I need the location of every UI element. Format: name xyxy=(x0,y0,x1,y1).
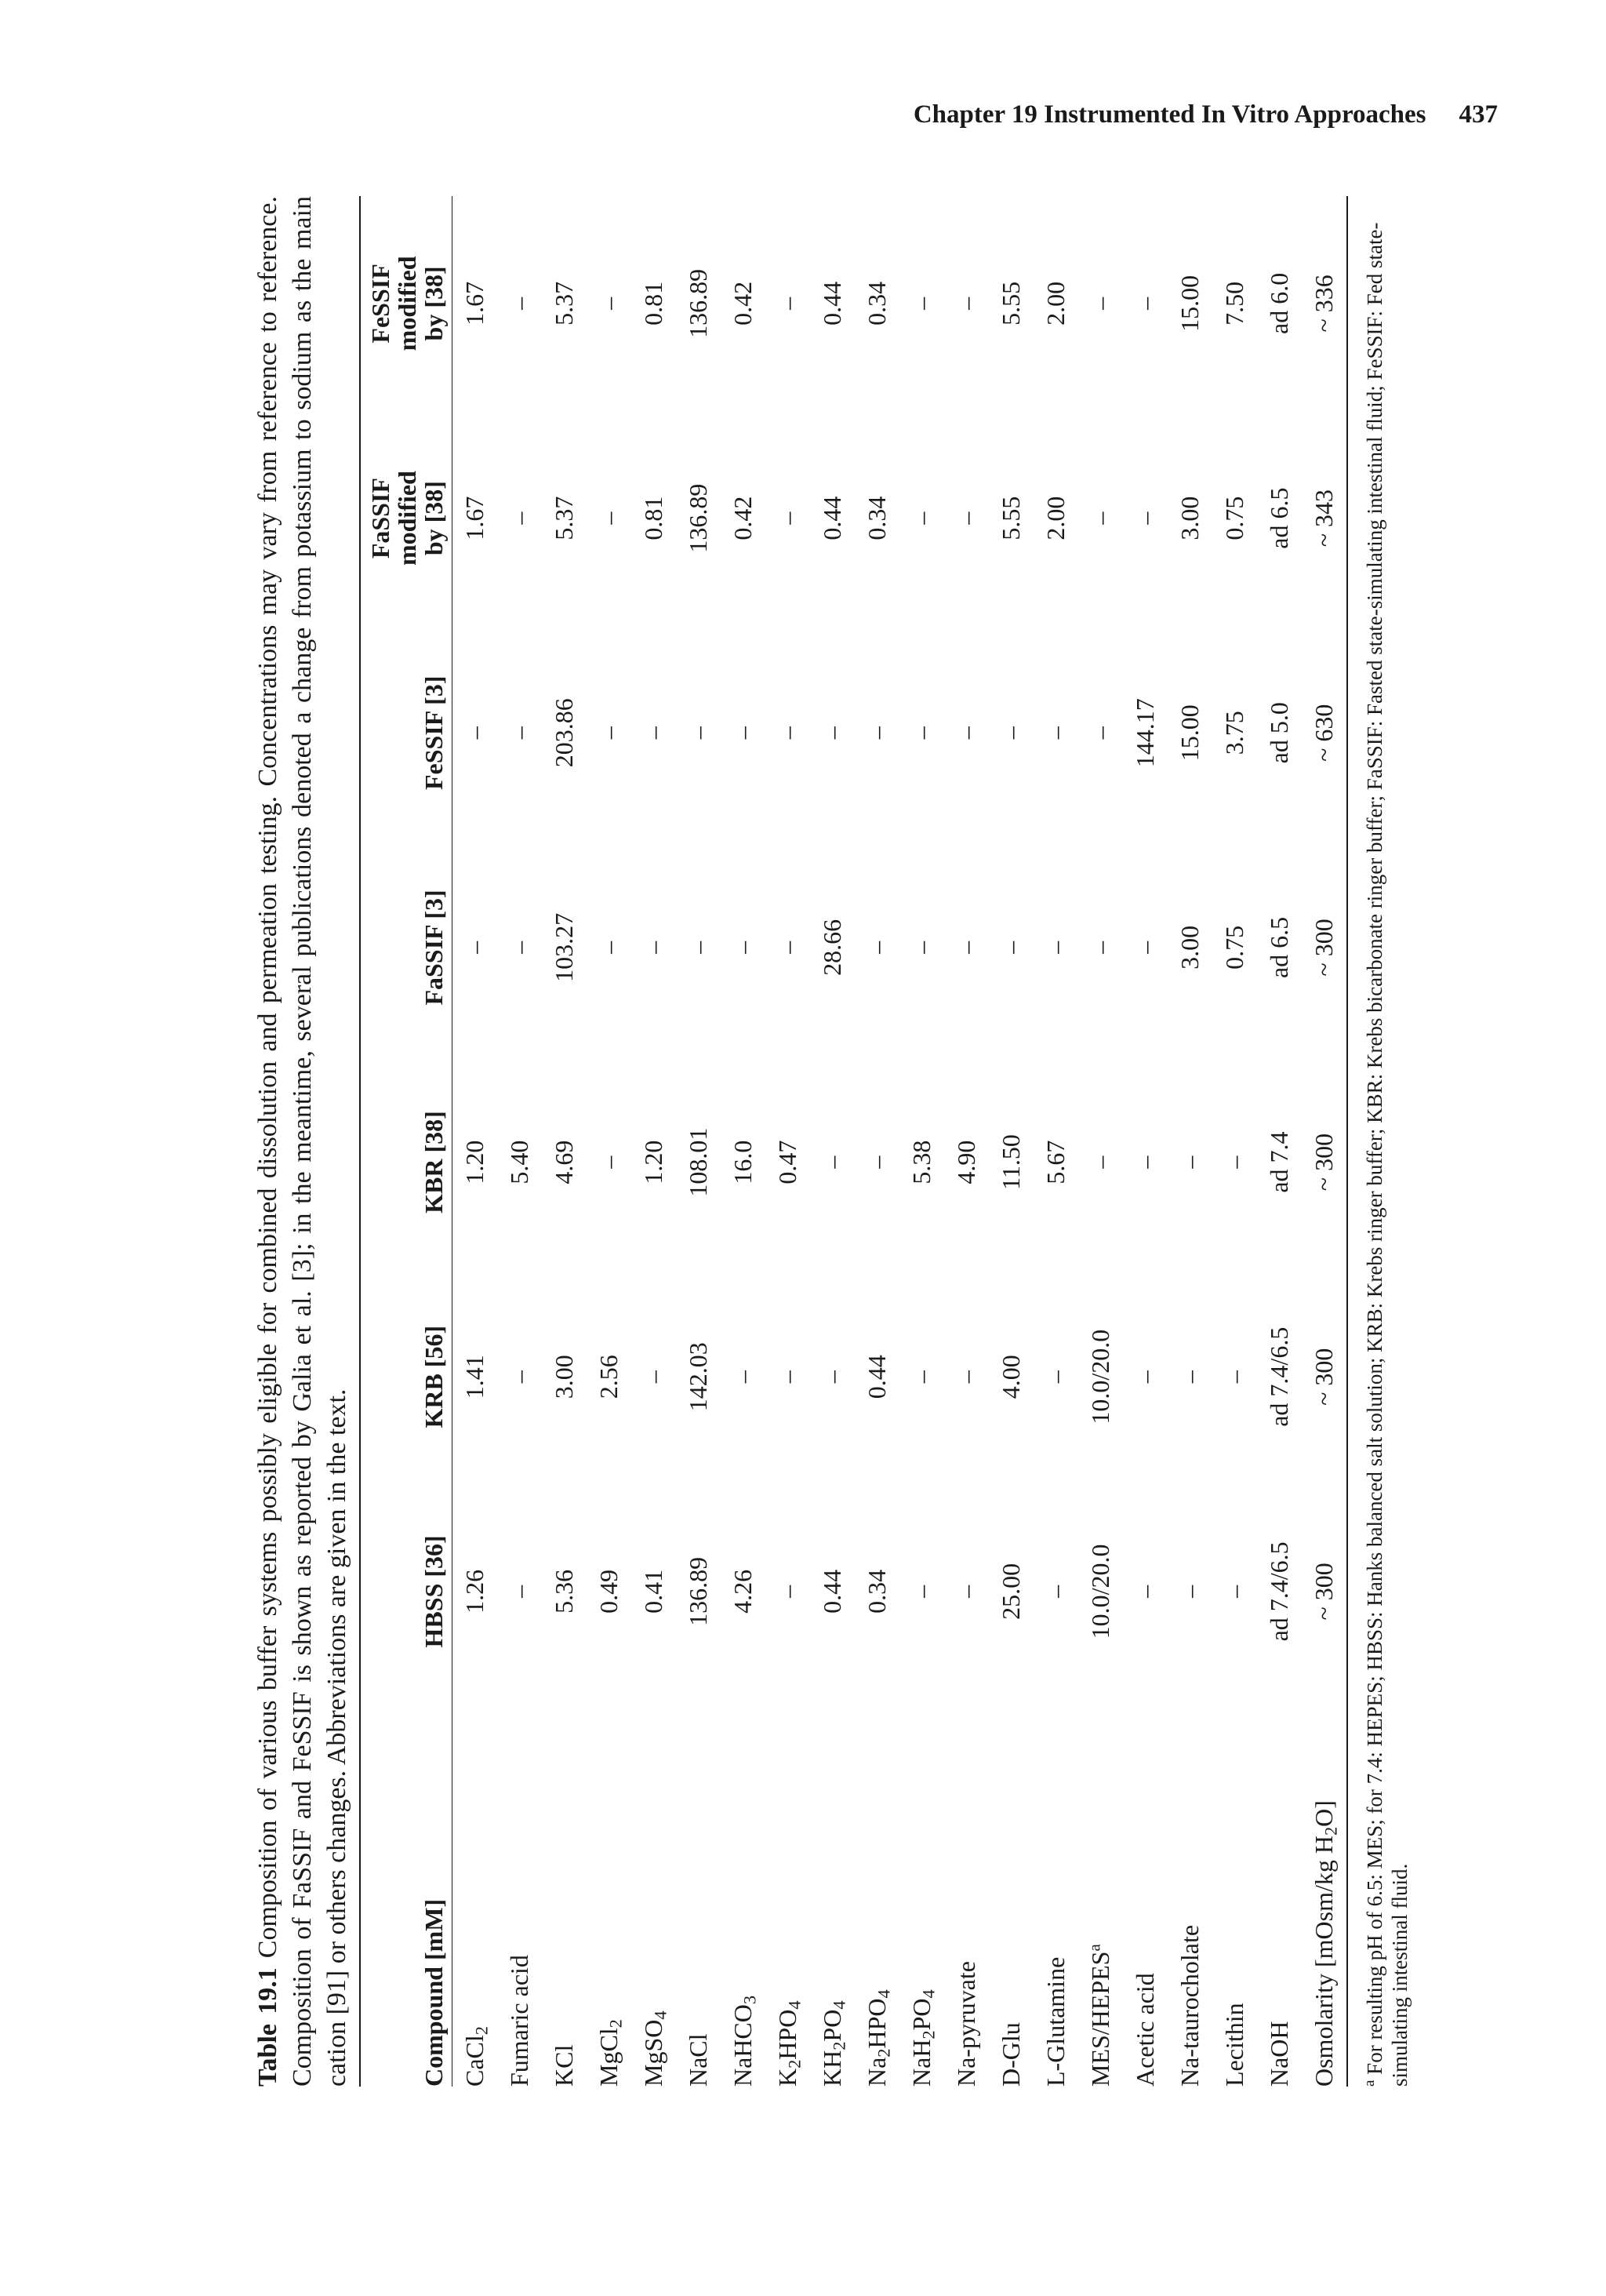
table-cell: – xyxy=(684,726,712,740)
compound-naoh: NaOH xyxy=(1265,2021,1293,2087)
running-head xyxy=(914,100,1498,129)
table-cell: – xyxy=(1086,297,1114,310)
table-cell: – xyxy=(594,1155,623,1169)
compound-mgcl2: MgCl$_2$ xyxy=(594,2019,626,2087)
table-cell: 0.75 xyxy=(1220,496,1248,540)
table-cell: – xyxy=(907,726,936,740)
table-cell: – xyxy=(907,1585,936,1598)
table-cell: – xyxy=(639,1370,667,1384)
table-cell: 4.26 xyxy=(729,1569,757,1614)
table-cell: – xyxy=(773,726,801,740)
table-row xyxy=(1034,196,1078,2087)
chapter-label: Chapter 19 Instrumented In Vitro Approaches xyxy=(913,100,1426,129)
table-row xyxy=(676,196,721,2087)
table-cell: ad 5.0 xyxy=(1265,702,1293,764)
table-cell: – xyxy=(1131,1155,1159,1169)
table-cell: – xyxy=(818,1370,846,1384)
table-cell: – xyxy=(594,511,623,525)
table-cell: – xyxy=(907,297,936,310)
table-cell: – xyxy=(907,1370,936,1384)
table-row xyxy=(721,196,765,2087)
table-cell: 28.66 xyxy=(818,919,846,976)
table-cell: 136.89 xyxy=(684,1556,712,1626)
table-cell: 203.86 xyxy=(550,698,578,768)
table-cell: – xyxy=(594,297,623,310)
table-cell: 15.00 xyxy=(1175,275,1204,332)
table-row xyxy=(587,196,631,2087)
table-cell: 0.44 xyxy=(818,1569,846,1614)
table-row xyxy=(855,196,899,2087)
table-cell: 5.40 xyxy=(505,1140,533,1184)
table-row xyxy=(1257,196,1302,2087)
table-cell: – xyxy=(1086,941,1114,954)
table-cell: – xyxy=(952,1370,980,1384)
table-cell: 0.44 xyxy=(863,1355,891,1399)
table-cell: – xyxy=(997,726,1025,740)
table-cell: 1.41 xyxy=(460,1355,489,1399)
table-cell: – xyxy=(505,297,533,310)
table-cell: – xyxy=(863,1155,891,1169)
table-cell: 0.34 xyxy=(863,1569,891,1614)
header-hbss: HBSS [36] xyxy=(360,1484,452,1699)
table-cell: 136.89 xyxy=(684,268,712,338)
compound-nacl: NaCl xyxy=(684,2033,712,2087)
table-cell: – xyxy=(505,511,533,525)
compound-nahco3: NaHCO$_3$ xyxy=(729,1995,760,2087)
table-cell: – xyxy=(773,297,801,310)
table-cell: 10.0/20.0 xyxy=(1086,1329,1114,1425)
table-cell: 11.50 xyxy=(997,1134,1025,1190)
table-cell: – xyxy=(773,941,801,954)
table-cell: – xyxy=(952,297,980,310)
table-cell: – xyxy=(952,941,980,954)
compound-d-glu: D-Glu xyxy=(997,2022,1025,2087)
table-row xyxy=(1078,196,1123,2087)
header-fassif: FaSSIF [3] xyxy=(360,840,452,1055)
table-cell: – xyxy=(773,511,801,525)
table-cell: 0.44 xyxy=(818,496,846,540)
table-cell: – xyxy=(1175,1585,1204,1598)
table-cell: ad 6.0 xyxy=(1265,272,1293,334)
compound-lecithin: Lecithin xyxy=(1220,2003,1248,2087)
table-cell: – xyxy=(729,1370,757,1384)
table-cell: 4.90 xyxy=(952,1140,980,1184)
caption-text: Composition of various buffer systems possibly eligible for combined dissolution and permeation testing. Concentrations may vary from reference to reference. Composition of FaSSIF and FeSSIF is shown as reported by Galia et al. [3]; in the meantime, several publications denoted a change from potassium to sodium as the main cation [91] or others changes. Abbreviations are given in the text. xyxy=(253,196,351,2087)
table-cell: – xyxy=(460,726,489,740)
table-cell: – xyxy=(1041,1585,1070,1598)
table-cell: – xyxy=(505,726,533,740)
table-cell: ~ 300 xyxy=(1302,840,1347,1055)
table-cell: – xyxy=(952,726,980,740)
compound-kh2po4: $KH_2PO_4$ xyxy=(818,2000,849,2087)
table-cell: – xyxy=(1131,297,1159,310)
header-kbr: KBR [38] xyxy=(360,1055,452,1270)
table-row xyxy=(810,196,855,2087)
table-row xyxy=(631,196,676,2087)
compound-na2hpo4: $Na_2HPO_4$ xyxy=(863,1989,894,2087)
table-row xyxy=(1302,196,1347,2087)
table-cell: 2.00 xyxy=(1041,496,1070,540)
table-cell: 2.00 xyxy=(1041,281,1070,326)
table-row xyxy=(497,196,542,2087)
table-cell: 0.75 xyxy=(1220,925,1248,970)
table-cell: ~ 300 xyxy=(1302,1055,1347,1270)
compound-mes-hepesa: MES/HEPES$^a$ xyxy=(1085,1944,1114,2087)
table-cell: – xyxy=(907,511,936,525)
table-header-row xyxy=(360,196,452,2087)
table-cell: – xyxy=(729,726,757,740)
header-fessif: FeSSIF [3] xyxy=(360,625,452,840)
table-cell: ~ 343 xyxy=(1302,411,1347,626)
table-cell: 5.36 xyxy=(550,1569,578,1614)
table-cell: 0.81 xyxy=(639,496,667,540)
table-cell: – xyxy=(1220,1370,1248,1384)
table-row xyxy=(452,196,498,2087)
table-cell: 1.20 xyxy=(639,1140,667,1184)
table-cell: – xyxy=(1220,1155,1248,1169)
table-cell: 2.56 xyxy=(594,1355,623,1399)
table-cell: – xyxy=(505,1585,533,1598)
table-row xyxy=(989,196,1034,2087)
table-cell: 1.67 xyxy=(460,281,489,326)
table-row xyxy=(944,196,989,2087)
compound-mgso4: MgSO$_4$ xyxy=(639,2010,670,2087)
table-cell: – xyxy=(907,941,936,954)
table-cell: 0.42 xyxy=(729,496,757,540)
table-cell: – xyxy=(773,1370,801,1384)
table-cell: 142.03 xyxy=(684,1342,712,1412)
table-cell: – xyxy=(773,1585,801,1598)
table-cell: 5.37 xyxy=(550,281,578,326)
rotated-table-block xyxy=(251,196,1451,2087)
table-cell: – xyxy=(684,941,712,954)
table-cell: 144.17 xyxy=(1131,698,1159,768)
header-fessif-modified: FeSSIF modified by [38] xyxy=(360,196,452,411)
table-cell: 0.34 xyxy=(863,496,891,540)
table-cell: ~ 300 xyxy=(1302,1484,1347,1699)
table-cell: – xyxy=(1086,726,1114,740)
table-cell: – xyxy=(1131,511,1159,525)
table-footnote xyxy=(1357,196,1412,2087)
compound-osmolarity-mosm-kg-h2o: Osmolarity [mOsm/kg $H_2O$] xyxy=(1302,1699,1347,2087)
footnote-marker: a xyxy=(1361,2079,1378,2087)
header-fassif-modified: FaSSIF modified by [38] xyxy=(360,411,452,626)
table-cell: – xyxy=(952,511,980,525)
table-cell: – xyxy=(863,726,891,740)
table-cell: 0.41 xyxy=(639,1569,667,1614)
table-cell: ad 7.4 xyxy=(1265,1131,1293,1193)
compound-l-glutamine: L-Glutamine xyxy=(1041,1956,1070,2087)
table-cell: – xyxy=(594,941,623,954)
table-cell: 4.00 xyxy=(997,1355,1025,1399)
table-cell: – xyxy=(639,941,667,954)
table-cell: 5.38 xyxy=(907,1140,936,1184)
table-cell: 0.44 xyxy=(818,281,846,326)
table-cell: 5.37 xyxy=(550,496,578,540)
table-cell: 5.67 xyxy=(1041,1140,1070,1184)
compound-na-taurocholate: Na-taurocholate xyxy=(1175,1924,1204,2087)
table-cell: 1.26 xyxy=(460,1569,489,1614)
table-cell: ad 6.5 xyxy=(1265,916,1293,979)
table-cell: 7.50 xyxy=(1220,281,1248,326)
table-cell: 0.34 xyxy=(863,281,891,326)
table-cell: 1.20 xyxy=(460,1140,489,1184)
table-cell: 136.89 xyxy=(684,483,712,553)
table-cell: – xyxy=(1220,1585,1248,1598)
table-cell: – xyxy=(1175,1370,1204,1384)
table-cell: – xyxy=(729,941,757,954)
table-cell: 25.00 xyxy=(997,1563,1025,1620)
table-cell: – xyxy=(460,941,489,954)
table-cell: 0.81 xyxy=(639,281,667,326)
table-cell: – xyxy=(818,726,846,740)
table-cell: 3.00 xyxy=(1175,496,1204,540)
table-cell: – xyxy=(1086,1155,1114,1169)
table-cell: – xyxy=(1131,1585,1159,1598)
table-cell: ~ 630 xyxy=(1302,625,1347,840)
table-cell: 103.27 xyxy=(550,912,578,982)
table-cell: – xyxy=(1041,941,1070,954)
table-cell: 5.55 xyxy=(997,496,1025,540)
buffer-composition-table xyxy=(359,196,1348,2087)
compound-fumaric-acid: Fumaric acid xyxy=(505,1955,533,2087)
compound-nah2po4: $NaH_2PO_4$ xyxy=(907,1989,939,2087)
table-cell: – xyxy=(1131,1370,1159,1384)
table-cell: 10.0/20.0 xyxy=(1086,1544,1114,1639)
table-cell: 15.00 xyxy=(1175,704,1204,762)
table-cell: ad 6.5 xyxy=(1265,487,1293,549)
table-cell: ad 7.4/6.5 xyxy=(1265,1541,1293,1642)
table-row xyxy=(1168,196,1212,2087)
table-cell: – xyxy=(639,726,667,740)
table-cell: – xyxy=(505,941,533,954)
table-cell: 3.00 xyxy=(1175,925,1204,970)
page-number: 437 xyxy=(1459,100,1498,129)
caption-label: Table 19.1 xyxy=(253,1967,282,2087)
table-cell: – xyxy=(863,941,891,954)
table-caption xyxy=(251,196,354,2087)
table-row xyxy=(765,196,810,2087)
table-cell: – xyxy=(1175,1155,1204,1169)
table-cell: – xyxy=(505,1370,533,1384)
table-cell: 108.01 xyxy=(684,1127,712,1197)
header-compound: Compound [mM] xyxy=(360,1699,452,2087)
table-cell: – xyxy=(952,1585,980,1598)
table-row xyxy=(1123,196,1168,2087)
table-cell: ad 7.4/6.5 xyxy=(1265,1326,1293,1427)
table-cell: – xyxy=(1086,511,1114,525)
table-cell: – xyxy=(818,1155,846,1169)
compound-k2hpo4: $K_2HPO_4$ xyxy=(773,2000,805,2087)
table-cell: 4.69 xyxy=(550,1140,578,1184)
table-cell: 0.49 xyxy=(594,1569,623,1614)
compound-cacl2: CaCl$_2$ xyxy=(460,2026,492,2087)
table-cell: 1.67 xyxy=(460,496,489,540)
compound-na-pyruvate: Na-pyruvate xyxy=(952,1961,980,2087)
table-cell: 3.75 xyxy=(1220,711,1248,755)
table-cell: – xyxy=(1131,941,1159,954)
table-row xyxy=(1212,196,1257,2087)
table-cell: ~ 300 xyxy=(1302,1269,1347,1484)
table-cell: 16.0 xyxy=(729,1140,757,1184)
header-krb: KRB [56] xyxy=(360,1269,452,1484)
compound-kcl: KCl xyxy=(550,2044,578,2087)
table-cell: – xyxy=(1041,1370,1070,1384)
table-row xyxy=(899,196,944,2087)
table-cell: – xyxy=(1041,726,1070,740)
compound-acetic-acid: Acetic acid xyxy=(1131,1973,1159,2087)
table-row xyxy=(542,196,587,2087)
table-cell: 0.47 xyxy=(773,1140,801,1184)
table-cell: – xyxy=(997,941,1025,954)
footnote-text: For resulting pH of 6.5: MES; for 7.4: HEPES; HBSS: Hanks balanced salt solution; KRB: Krebs ringer buffer; KBR: Krebs bicarbonate ringer buffer; FaSSIF: Fasted state-simulating intestinal fluid; FeSSIF: Fed state-simulating intestinal fluid. xyxy=(1363,222,1412,2087)
table-cell: 0.42 xyxy=(729,281,757,326)
table-cell: ~ 336 xyxy=(1302,196,1347,411)
table-cell: 5.55 xyxy=(997,281,1025,326)
table-cell: 3.00 xyxy=(550,1355,578,1399)
table-cell: – xyxy=(594,726,623,740)
